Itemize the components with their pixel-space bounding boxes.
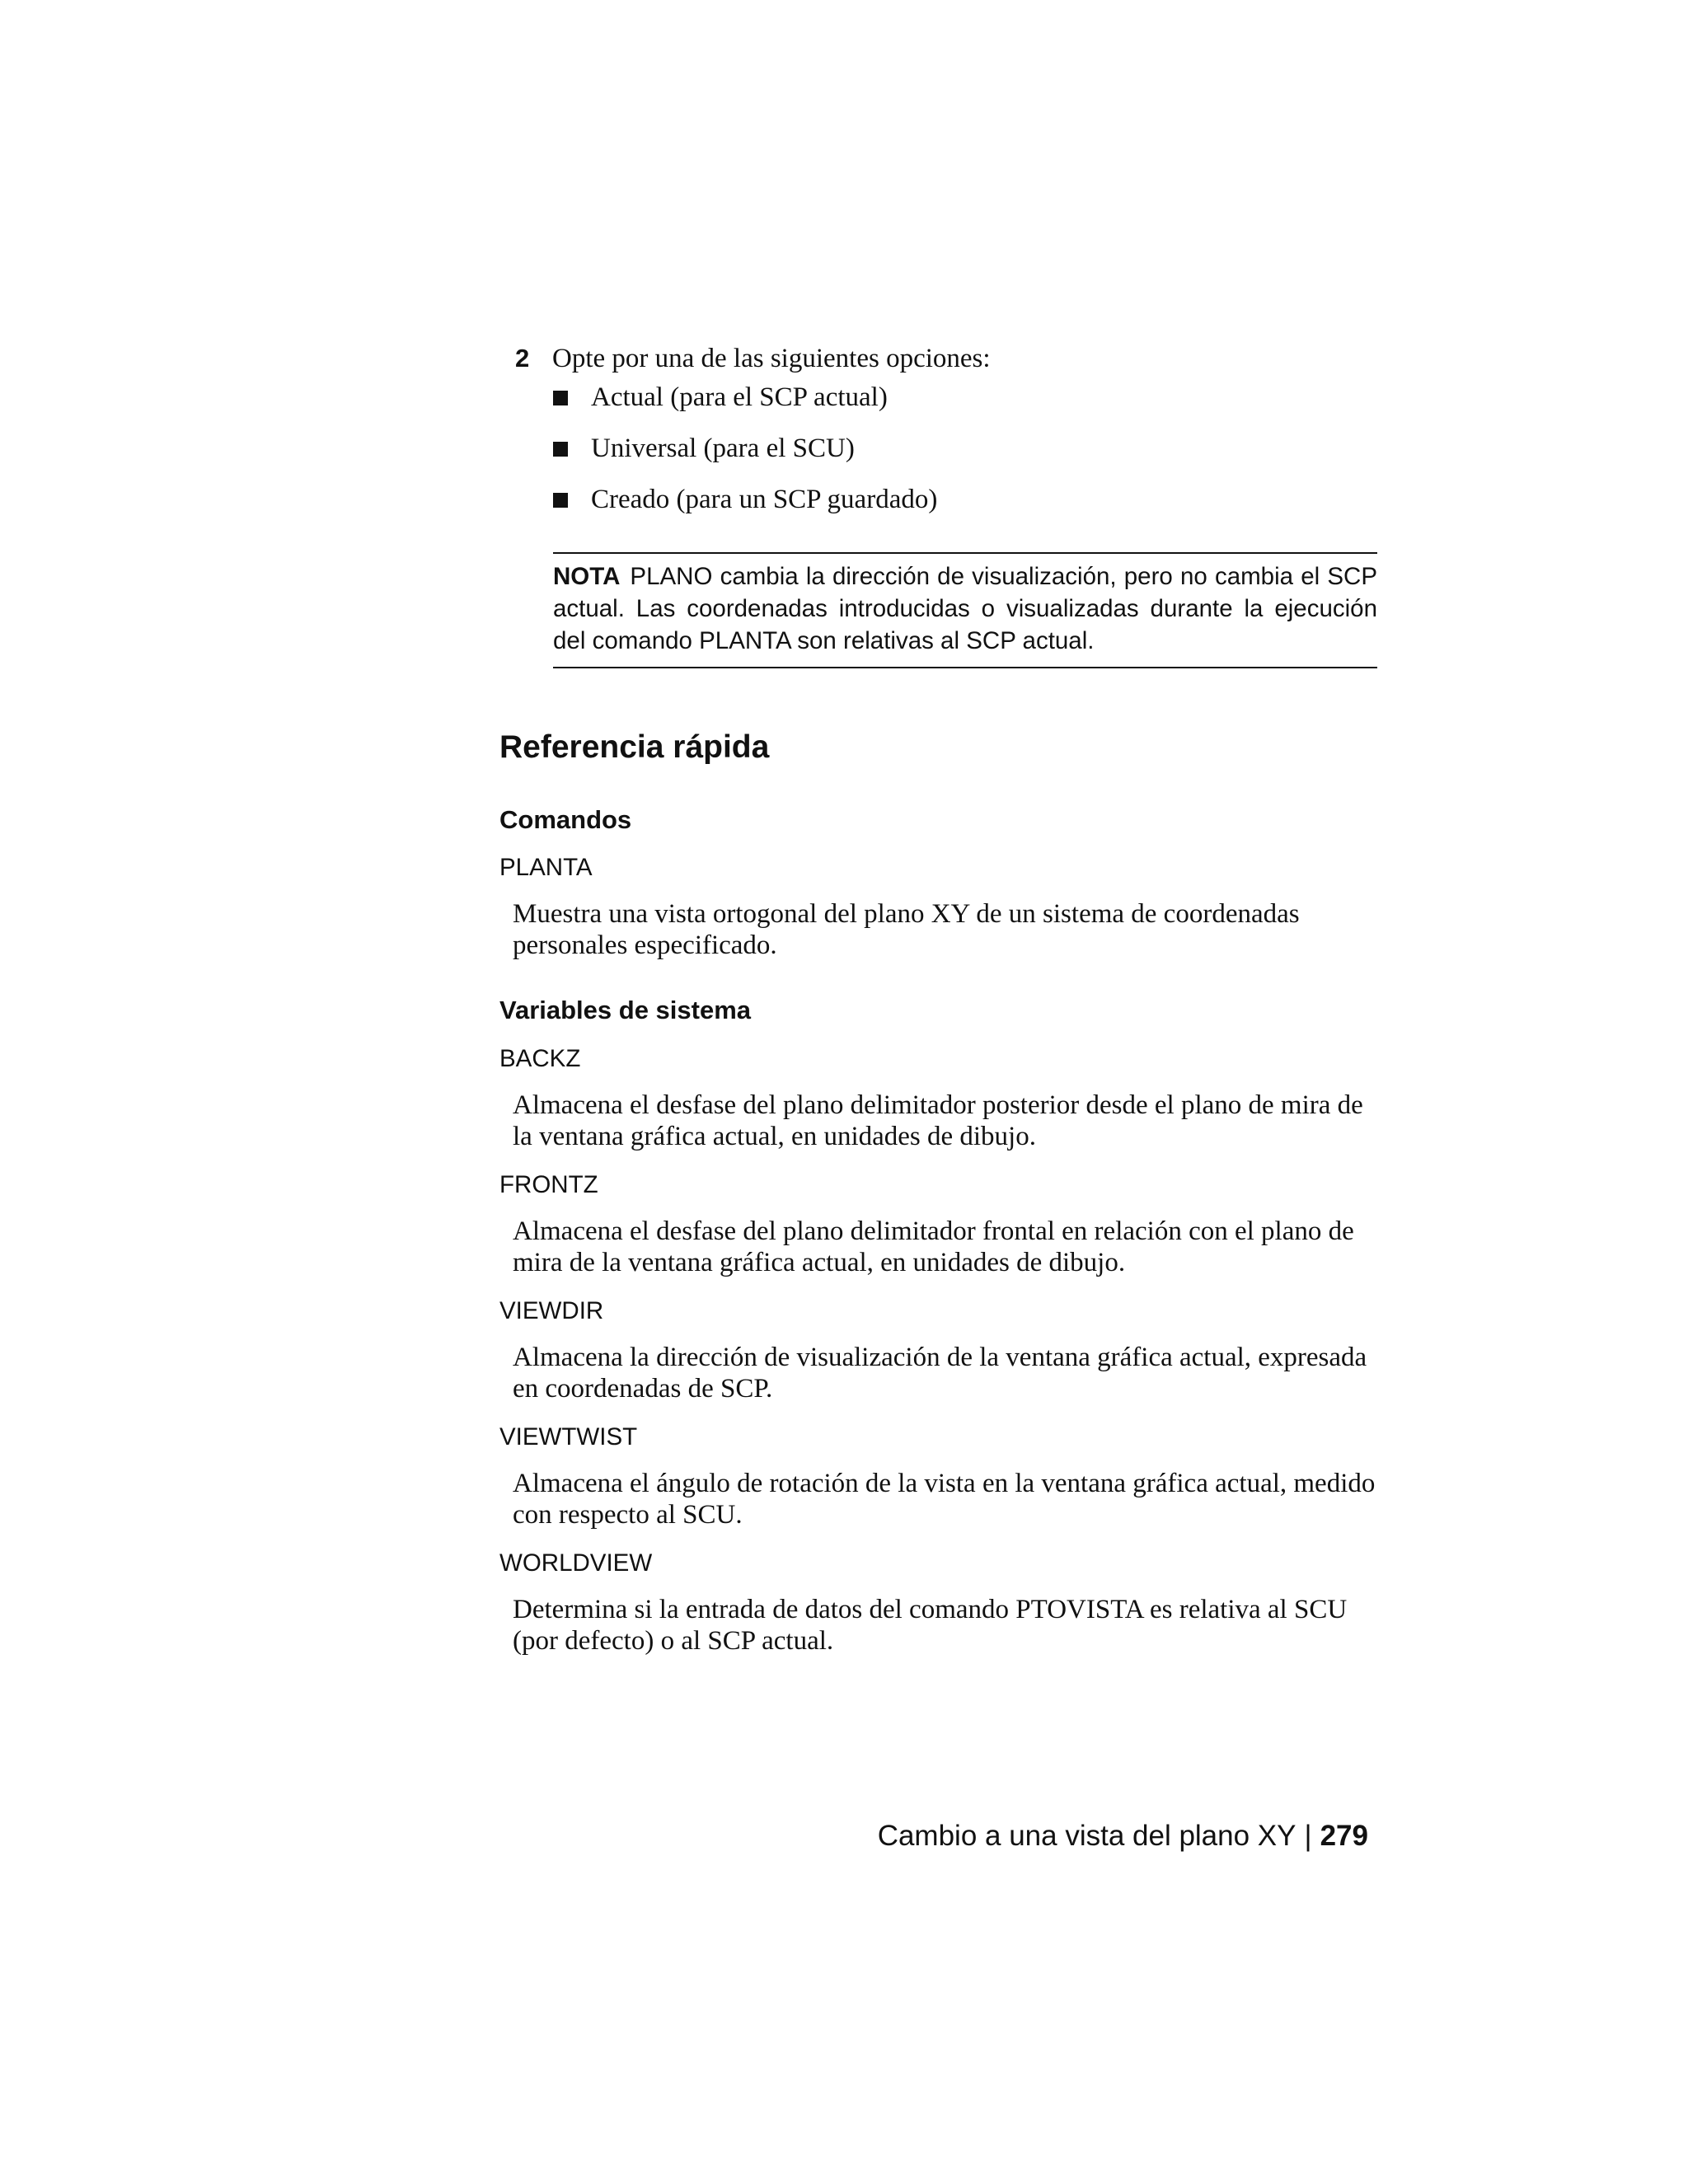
step-text: Opte por una de las siguientes opciones: (552, 344, 991, 373)
option-text: Creado (para un SCP guardado) (591, 485, 938, 514)
bullet-square-icon (553, 442, 568, 457)
sysvar-description: Determina si la entrada de datos del comando PTOVISTA es relativa al SCU (por defecto) o al SCP actual. (513, 1595, 1348, 1656)
sysvars-heading: Variables de sistema (499, 996, 752, 1024)
footer-section-title: Cambio a una vista del plano XY (877, 1820, 1296, 1852)
section-title: Referencia rápida (499, 729, 770, 765)
sysvar-description: Almacena el ángulo de rotación de la vista en la ventana gráfica actual, medido con respecto al SCU. (513, 1469, 1376, 1530)
command-description: Muestra una vista ortogonal del plano XY de un sistema de coordenadas personales especificado. (513, 899, 1300, 960)
footer-separator: | (1304, 1820, 1312, 1852)
commands-heading: Comandos (499, 805, 632, 834)
option-text: Universal (para el SCU) (591, 434, 855, 463)
sysvar-name: VIEWDIR (499, 1297, 604, 1324)
bullet-square-icon (553, 493, 568, 508)
sysvar-description: Almacena el desfase del plano delimitador posterior desde el plano de mira de la ventana gráfica actual, en unidades de dibujo. (513, 1090, 1363, 1151)
sysvar-name: VIEWTWIST (499, 1423, 638, 1451)
sysvar-name: BACKZ (499, 1045, 581, 1072)
note-text: PLANO cambia la dirección de visualización, pero no cambia el SCP actual. Las coordenadas introducidas o visualizadas durante la ejecución del comando PLANTA son relativas al SCP actual. (553, 563, 1377, 654)
note-label: NOTA (553, 563, 621, 590)
page-footer (878, 1820, 1368, 1853)
step-number: 2 (515, 344, 530, 373)
sysvar-description: Almacena el desfase del plano delimitador frontal en relación con el plano de mira de la ventana gráfica actual, en unidades de dibujo. (513, 1216, 1354, 1277)
sysvar-description: Almacena la dirección de visualización de la ventana gráfica actual, expresada en coordenadas de SCP. (513, 1343, 1367, 1404)
sysvar-name: WORLDVIEW (499, 1549, 653, 1577)
bullet-square-icon (553, 391, 568, 405)
page-number: 279 (1320, 1820, 1368, 1852)
note-box (553, 552, 1377, 668)
option-text: Actual (para el SCP actual) (591, 382, 888, 412)
command-name: PLANTA (499, 854, 593, 881)
sysvar-name: FRONTZ (499, 1171, 598, 1198)
